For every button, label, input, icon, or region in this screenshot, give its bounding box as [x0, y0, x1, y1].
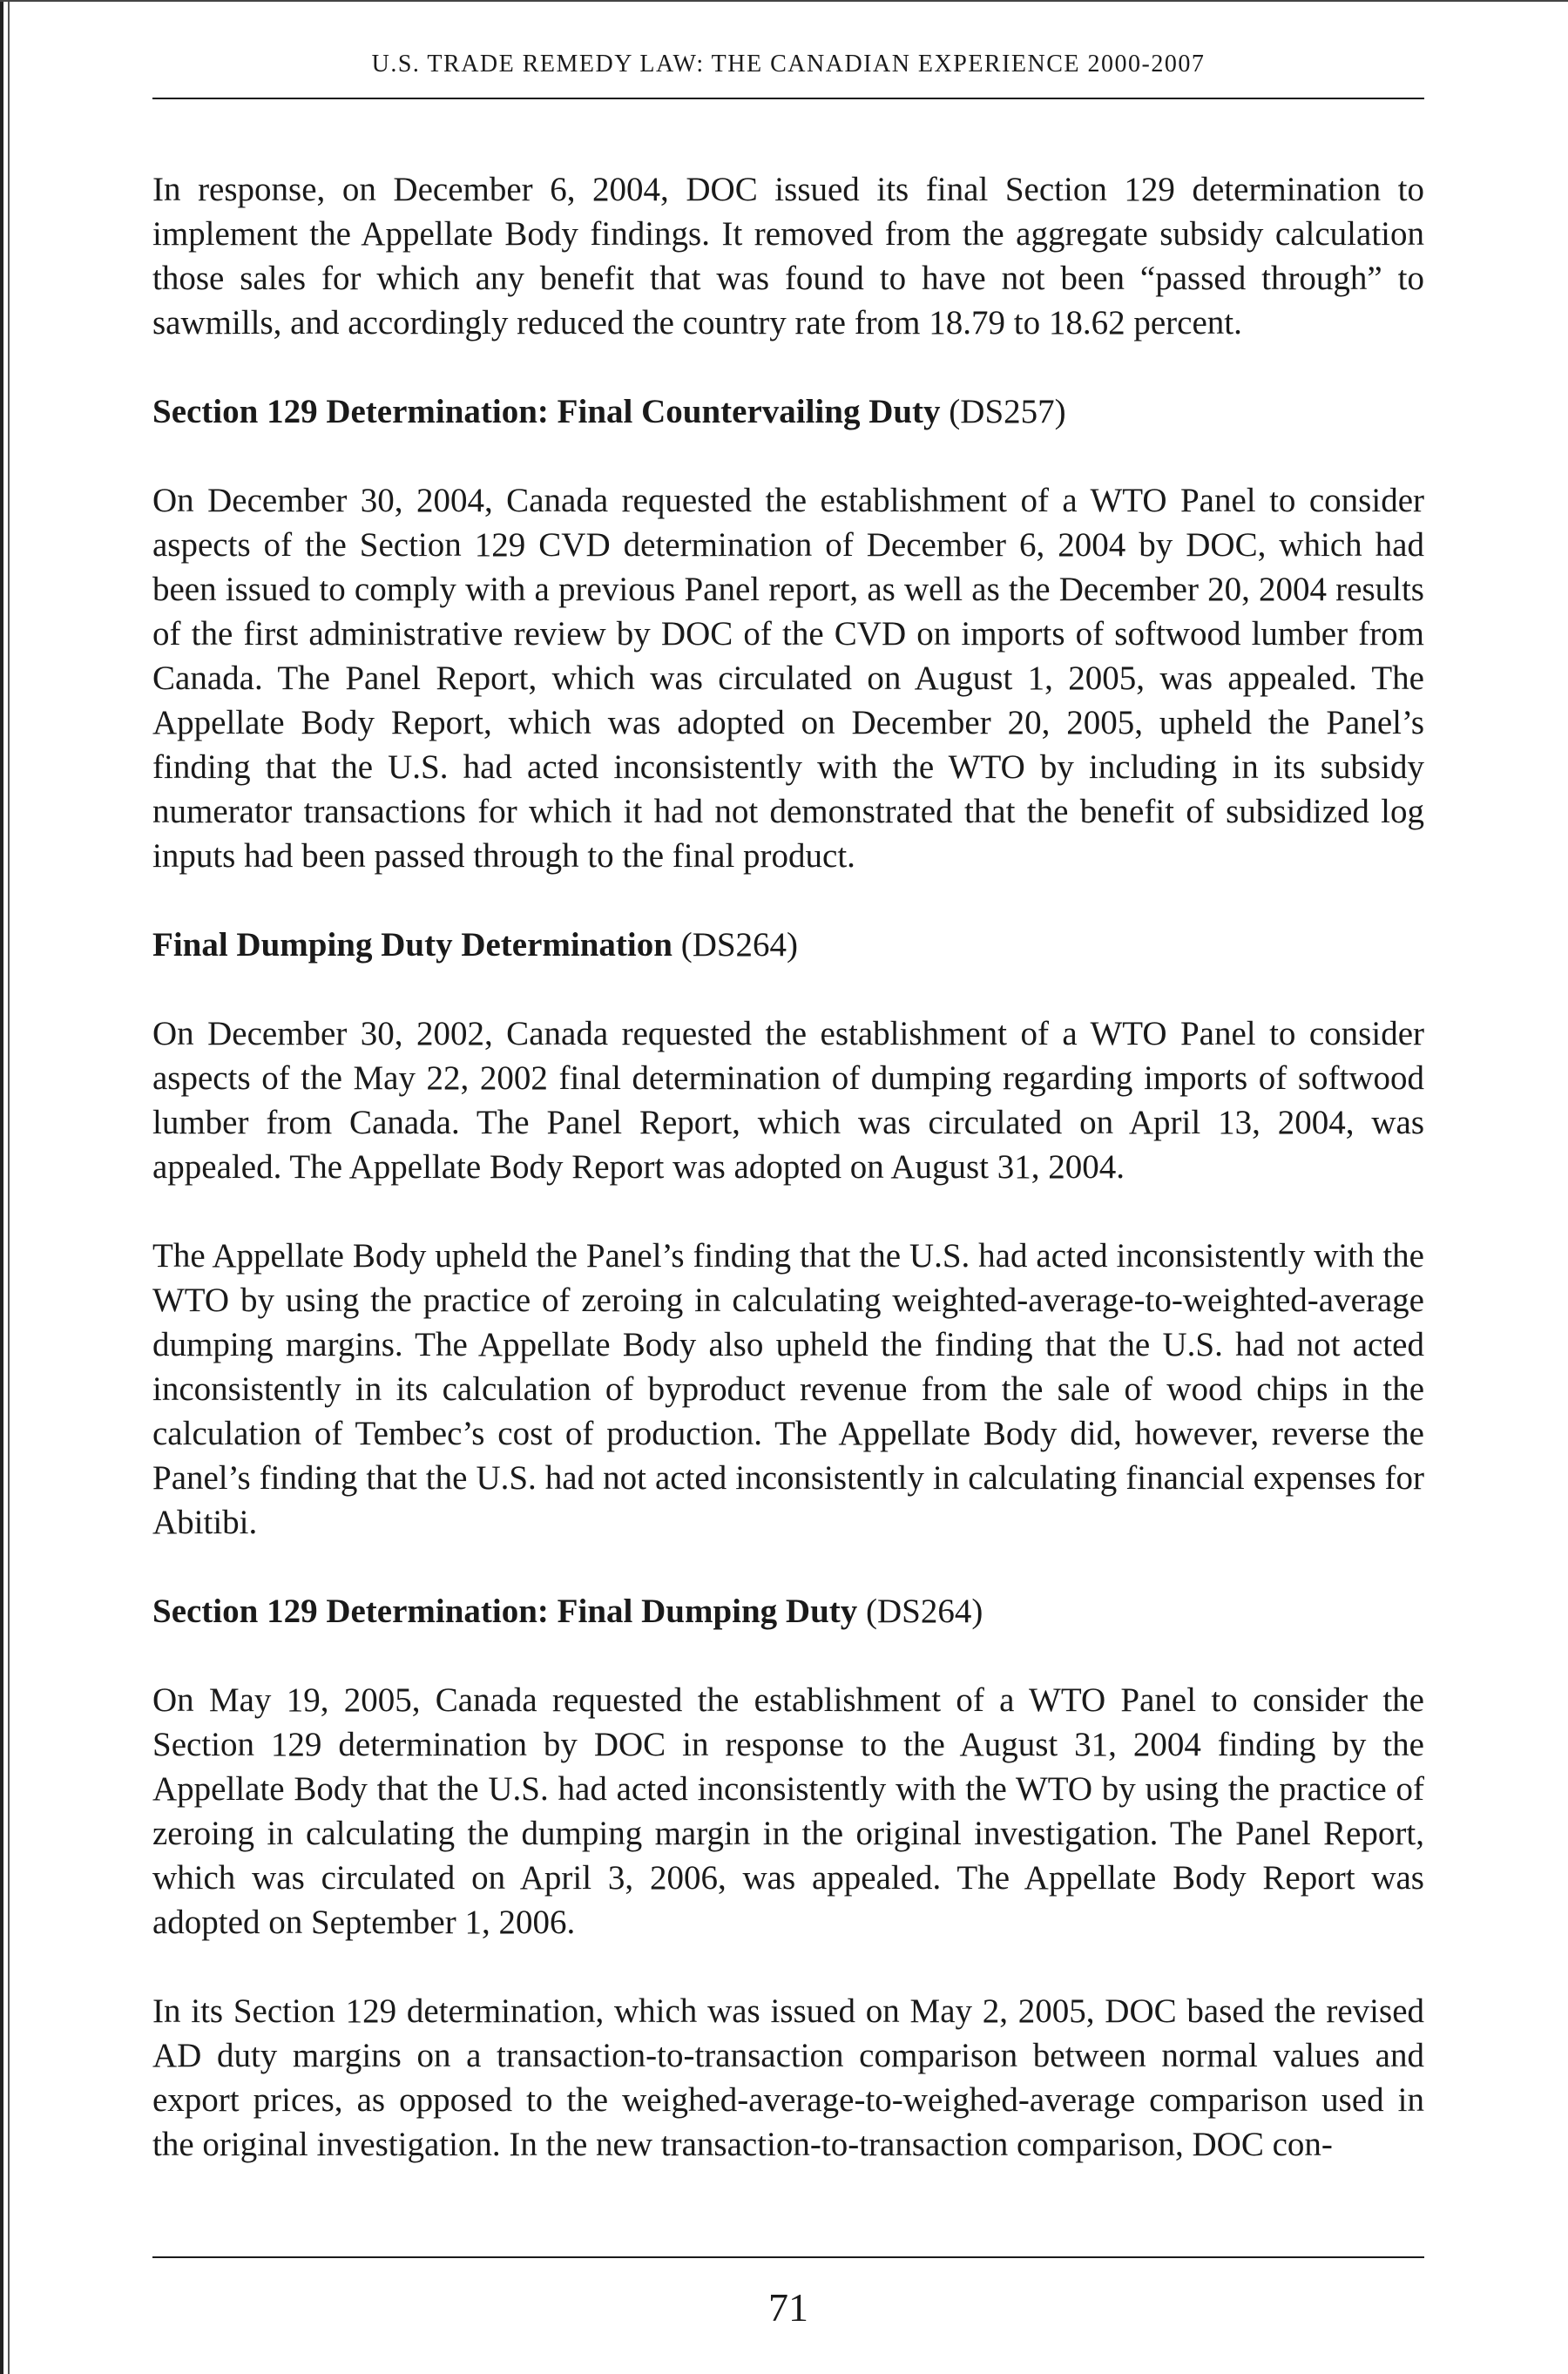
header-rule	[152, 98, 1424, 99]
heading-title: Section 129 Determination: Final Dumping Duty	[152, 1593, 858, 1630]
section-heading-final-dumping	[152, 923, 1424, 967]
footer-rule	[152, 2256, 1424, 2258]
paragraph-1: In response, on December 6, 2004, DOC issued its final Section 129 determination to implement the Appellate Body findings. It removed from the aggregate subsidy calculation those sales for which any benefit that was found to have not been “passed through” to sawmills, and accordingly reduced the country rate from 18.79 to 18.62 percent.	[152, 171, 1424, 342]
running-header: U.S. TRADE REMEDY LAW: THE CANADIAN EXPERIENCE 2000-2007	[371, 51, 1206, 78]
heading-title: Final Dumping Duty Determination	[152, 926, 672, 964]
scan-edge-top	[0, 0, 1568, 2]
paragraph-3: On December 30, 2002, Canada requested the establishment of a WTO Panel to consider aspects of the May 22, 2002 final determination of dumping regarding imports of softwood lumber from Canada. The Panel Report, which was circulated on April 13, 2004, was appealed. The Appellate Body Report was adopted on August 31, 2004.	[152, 1015, 1424, 1186]
page-body	[152, 167, 1424, 2211]
heading-title: Section 129 Determination: Final Countervailing Duty	[152, 393, 941, 430]
scan-edge-line	[8, 0, 10, 2374]
heading-case-code: (DS257)	[949, 393, 1066, 430]
heading-case-code: (DS264)	[866, 1593, 983, 1630]
section-heading-cvd-129	[152, 389, 1424, 434]
paragraph-2: On December 30, 2004, Canada requested the establishment of a WTO Panel to consider aspects of the Section 129 CVD determination of December 6, 2004 by DOC, which had been issued to comply with a previous Panel report, as well as the December 20, 2004 results of the first administrative review by DOC of the CVD on imports of softwood lumber from Canada. The Panel Report, which was circulated on August 1, 2005, was appealed. The Appellate Body Report, which was adopted on December 20, 2005, upheld the Panel’s finding that the U.S. had acted inconsistently with the WTO by including in its subsidy numerator transactions for which it had not demonstrated that the benefit of subsidized log inputs had been passed through to the final product.	[152, 482, 1424, 875]
paragraph-6: In its Section 129 determination, which was issued on May 2, 2005, DOC based the revised AD duty margins on a transaction-to-transaction comparison between normal values and export prices, as opposed to the weighed-average-to-weighed-average comparison used in the original investigation. In the new transaction-to-transaction comparison, DOC con-	[152, 1992, 1424, 2163]
section-heading-dumping-129	[152, 1589, 1424, 1633]
paragraph-5: On May 19, 2005, Canada requested the establishment of a WTO Panel to consider the Section 129 determination by DOC in response to the August 31, 2004 finding by the Appellate Body that the U.S. had acted inconsistently with the WTO by using the practice of zeroing in calculating the dumping margin in the original investigation. The Panel Report, which was circulated on April 3, 2006, was appealed. The Appellate Body Report was adopted on September 1, 2006.	[152, 1681, 1424, 1941]
page-number: 71	[768, 2285, 808, 2330]
paragraph-4: The Appellate Body upheld the Panel’s finding that the U.S. had acted inconsistently with the WTO by using the practice of zeroing in calculating weighted-average-to-weighted-average dumping margins. The Appellate Body also upheld the finding that the U.S. had not acted inconsistently in its calculation of byproduct revenue from the sale of wood chips in the calculation of Tembec’s cost of production. The Appellate Body did, however, reverse the Panel’s finding that the U.S. had not acted inconsistently in calculating financial expenses for Abitibi.	[152, 1237, 1424, 1541]
scan-edge-left	[0, 0, 3, 2374]
heading-case-code: (DS264)	[680, 926, 799, 964]
